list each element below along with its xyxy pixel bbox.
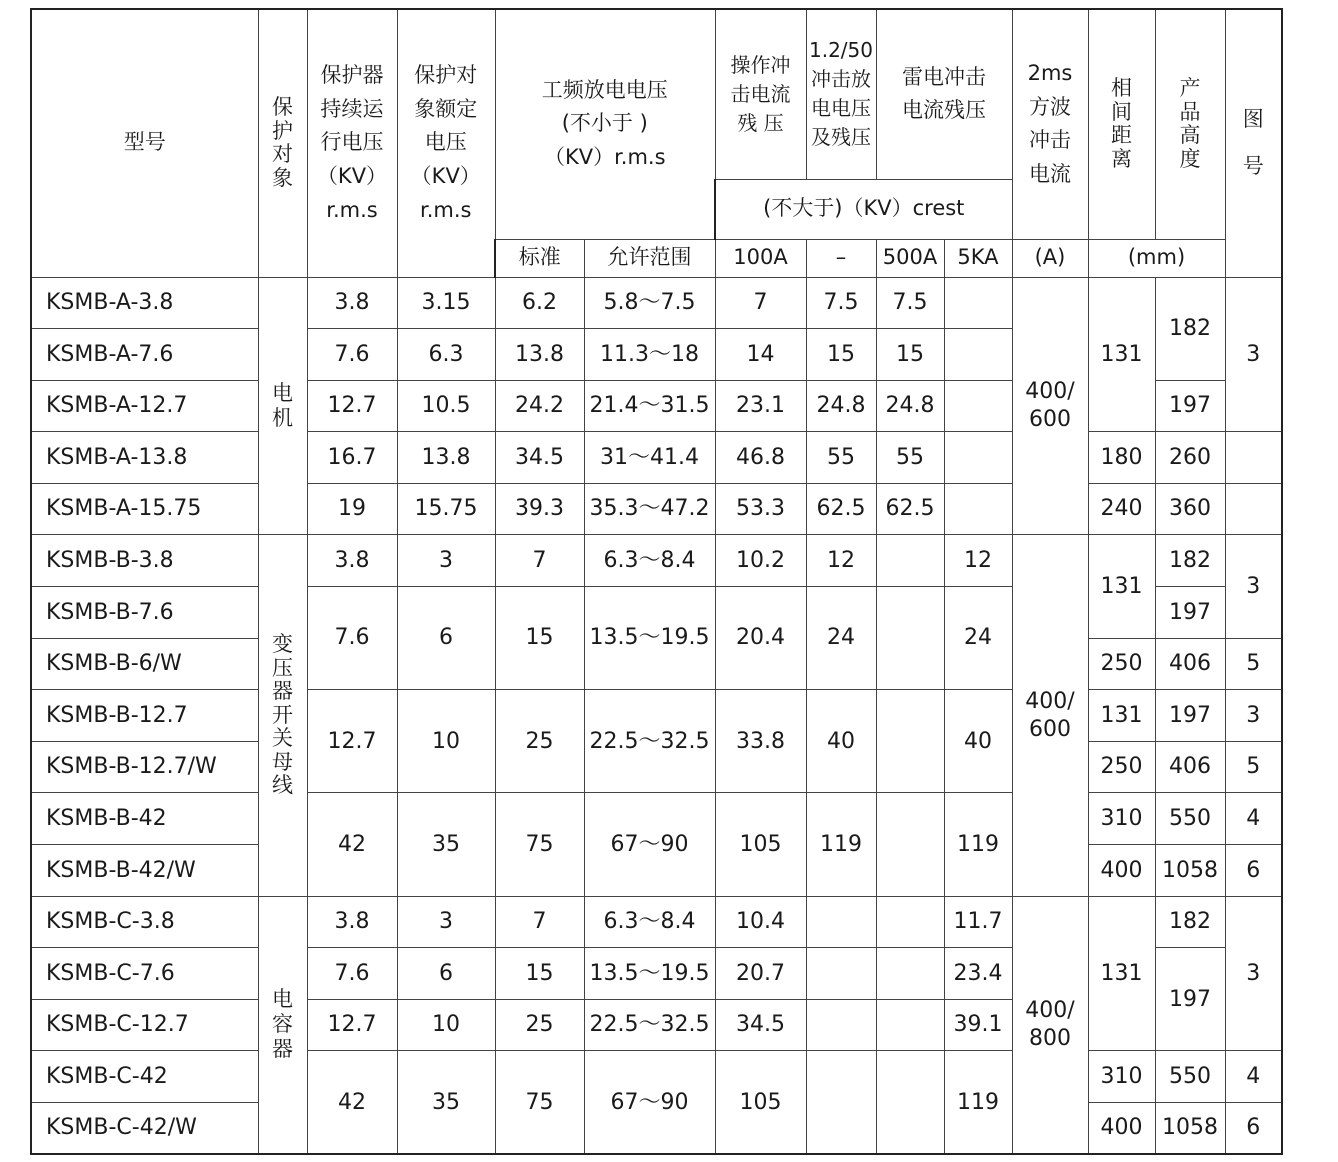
height-cell: 1058 [1155,845,1225,897]
model-cell: KSMB-B-7.6 [31,587,258,639]
residual-500a-cell: 15 [876,329,944,381]
figure-cell [1225,483,1282,535]
height-cell: 550 [1155,793,1225,845]
standard-cell: 25 [495,690,584,793]
continuous-voltage-cell: 7.6 [307,587,397,690]
header-protected-object: 保 护 对 象 [258,9,307,277]
residual-100a-cell: 53.3 [715,483,806,535]
standard-cell: 24.2 [495,380,584,432]
height-cell: 1058 [1155,1103,1225,1155]
range-cell: 6.3～8.4 [584,896,715,948]
rated-voltage-cell: 10 [397,999,495,1051]
figure-cell: 4 [1225,793,1282,845]
height-cell: 360 [1155,483,1225,535]
group-capacitor: 电 容 器 [258,896,307,1154]
impulse-cell: 7.5 [806,277,876,329]
residual-100a-cell: 7 [715,277,806,329]
residual-5ka-cell: 119 [944,793,1012,896]
table-row [31,1051,1282,1103]
continuous-voltage-cell: 3.8 [307,535,397,587]
header-sub-500a: 500A [876,239,944,277]
rated-voltage-cell: 35 [397,1051,495,1154]
standard-cell: 15 [495,587,584,690]
residual-500a-cell [876,535,944,587]
square-wave-cell: 400/ 600 [1012,535,1088,896]
residual-500a-cell [876,793,944,896]
model-cell: KSMB-B-42 [31,793,258,845]
rated-voltage-cell: 10.5 [397,380,495,432]
standard-cell: 7 [495,896,584,948]
residual-500a-cell [876,999,944,1051]
range-cell: 35.3～47.2 [584,483,715,535]
residual-100a-cell: 10.2 [715,535,806,587]
standard-cell: 15 [495,948,584,1000]
header-sub-standard: 标准 [495,239,584,277]
continuous-voltage-cell: 42 [307,1051,397,1154]
continuous-voltage-cell: 42 [307,793,397,896]
impulse-cell [806,948,876,1000]
residual-100a-cell: 14 [715,329,806,381]
residual-100a-cell: 10.4 [715,896,806,948]
residual-500a-cell [876,948,944,1000]
residual-100a-cell: 46.8 [715,432,806,484]
standard-cell: 6.2 [495,277,584,329]
rated-voltage-cell: 35 [397,793,495,896]
height-cell: 197 [1155,690,1225,742]
model-cell: KSMB-A-3.8 [31,277,258,329]
figure-cell: 3 [1225,690,1282,742]
header-impulse-1250: 1.2/50 冲击放 电电压 及残压 [806,9,876,179]
impulse-cell: 119 [806,793,876,896]
residual-5ka-cell: 11.7 [944,896,1012,948]
header-model: 型号 [31,9,258,277]
rated-voltage-cell: 3 [397,535,495,587]
model-cell: KSMB-B-42/W [31,845,258,897]
model-cell: KSMB-A-13.8 [31,432,258,484]
header-continuous-voltage: 保护器 持续运 行电压 （KV） r.m.s [307,9,397,277]
model-cell: KSMB-C-42 [31,1051,258,1103]
figure-cell: 5 [1225,741,1282,793]
phase-distance-cell: 131 [1088,690,1155,742]
range-cell: 22.5～32.5 [584,690,715,793]
continuous-voltage-cell: 7.6 [307,948,397,1000]
continuous-voltage-cell: 7.6 [307,329,397,381]
residual-5ka-cell [944,329,1012,381]
header-rated-voltage: 保护对 象额定 电压 （KV） r.m.s [397,9,495,277]
figure-cell: 3 [1225,896,1282,1051]
model-cell: KSMB-B-12.7 [31,690,258,742]
height-cell: 197 [1155,587,1225,639]
residual-500a-cell: 24.8 [876,380,944,432]
figure-cell: 6 [1225,1103,1282,1155]
square-wave-cell: 400/ 600 [1012,277,1088,535]
header-switching-impulse: 操作冲 击电流 残 压 [715,9,806,179]
residual-500a-cell [876,690,944,793]
phase-distance-cell: 400 [1088,845,1155,897]
figure-cell: 4 [1225,1051,1282,1103]
range-cell: 21.4～31.5 [584,380,715,432]
figure-cell: 3 [1225,277,1282,432]
residual-100a-cell: 105 [715,1051,806,1154]
height-cell: 182 [1155,277,1225,380]
height-cell: 182 [1155,535,1225,587]
phase-distance-cell: 180 [1088,432,1155,484]
rated-voltage-cell: 10 [397,690,495,793]
residual-100a-cell: 20.4 [715,587,806,690]
range-cell: 11.3～18 [584,329,715,381]
table-row [31,535,1282,587]
range-cell: 13.5～19.5 [584,948,715,1000]
residual-500a-cell [876,896,944,948]
residual-5ka-cell: 12 [944,535,1012,587]
model-cell: KSMB-C-42/W [31,1103,258,1155]
header-figure-number: 图 号 [1225,9,1282,277]
rated-voltage-cell: 6.3 [397,329,495,381]
impulse-cell [806,999,876,1051]
table-row [31,793,1282,845]
continuous-voltage-cell: 12.7 [307,690,397,793]
standard-cell: 7 [495,535,584,587]
model-cell: KSMB-A-15.75 [31,483,258,535]
impulse-cell: 62.5 [806,483,876,535]
phase-distance-cell: 400 [1088,1103,1155,1155]
standard-cell: 25 [495,999,584,1051]
header-unit-mm: (mm) [1088,239,1225,277]
range-cell: 6.3～8.4 [584,535,715,587]
model-cell: KSMB-B-6/W [31,638,258,690]
standard-cell: 13.8 [495,329,584,381]
model-cell: KSMB-C-3.8 [31,896,258,948]
residual-5ka-cell: 119 [944,1051,1012,1154]
residual-5ka-cell: 24 [944,587,1012,690]
header-square-wave: 2ms 方波 冲击 电流 [1012,9,1088,239]
spec-table [30,8,1283,1155]
header-unit-a: (A) [1012,239,1088,277]
height-cell: 197 [1155,380,1225,432]
residual-500a-cell: 7.5 [876,277,944,329]
residual-5ka-cell [944,277,1012,329]
phase-distance-cell: 240 [1088,483,1155,535]
model-cell: KSMB-A-7.6 [31,329,258,381]
residual-5ka-cell [944,380,1012,432]
rated-voltage-cell: 13.8 [397,432,495,484]
continuous-voltage-cell: 19 [307,483,397,535]
model-cell: KSMB-A-12.7 [31,380,258,432]
standard-cell: 75 [495,793,584,896]
rated-voltage-cell: 6 [397,948,495,1000]
impulse-cell: 15 [806,329,876,381]
impulse-cell: 24 [806,587,876,690]
range-cell: 22.5～32.5 [584,999,715,1051]
header-power-frequency: 工频放电电压 (不小于 ) （KV）r.m.s [495,9,715,239]
height-cell: 406 [1155,741,1225,793]
phase-distance-cell: 131 [1088,535,1155,638]
header-row-1 [31,9,1282,179]
header-crest-note: (不大于)（KV）crest [715,179,1012,239]
range-cell: 67～90 [584,793,715,896]
rated-voltage-cell: 3.15 [397,277,495,329]
phase-distance-cell: 310 [1088,793,1155,845]
header-sub-dash: – [806,239,876,277]
square-wave-cell: 400/ 800 [1012,896,1088,1154]
residual-5ka-cell: 23.4 [944,948,1012,1000]
residual-500a-cell: 62.5 [876,483,944,535]
height-cell: 197 [1155,948,1225,1051]
range-cell: 13.5～19.5 [584,587,715,690]
residual-100a-cell: 33.8 [715,690,806,793]
figure-cell [1225,432,1282,484]
range-cell: 31～41.4 [584,432,715,484]
model-cell: KSMB-C-7.6 [31,948,258,1000]
standard-cell: 75 [495,1051,584,1154]
standard-cell: 39.3 [495,483,584,535]
continuous-voltage-cell: 3.8 [307,896,397,948]
residual-100a-cell: 34.5 [715,999,806,1051]
rated-voltage-cell: 6 [397,587,495,690]
figure-cell: 5 [1225,638,1282,690]
header-sub-5ka: 5KA [944,239,1012,277]
header-lightning-residual: 雷电冲击 电流残压 [876,9,1012,179]
model-cell: KSMB-B-12.7/W [31,741,258,793]
header-sub-range: 允许范围 [584,239,715,277]
rated-voltage-cell: 3 [397,896,495,948]
phase-distance-cell: 250 [1088,741,1155,793]
model-cell: KSMB-C-12.7 [31,999,258,1051]
model-cell: KSMB-B-3.8 [31,535,258,587]
figure-cell: 6 [1225,845,1282,897]
table-row [31,432,1282,484]
rated-voltage-cell: 15.75 [397,483,495,535]
header-product-height: 产 品 高 度 [1155,9,1225,239]
height-cell: 182 [1155,896,1225,948]
residual-5ka-cell: 40 [944,690,1012,793]
residual-500a-cell [876,587,944,690]
impulse-cell: 24.8 [806,380,876,432]
table-row [31,896,1282,948]
residual-5ka-cell [944,483,1012,535]
residual-100a-cell: 105 [715,793,806,896]
table-row [31,483,1282,535]
phase-distance-cell: 310 [1088,1051,1155,1103]
continuous-voltage-cell: 16.7 [307,432,397,484]
header-phase-distance: 相 间 距 离 [1088,9,1155,239]
header-sub-100a: 100A [715,239,806,277]
table-row [31,277,1282,329]
phase-distance-cell: 250 [1088,638,1155,690]
impulse-cell: 40 [806,690,876,793]
continuous-voltage-cell: 12.7 [307,999,397,1051]
impulse-cell: 12 [806,535,876,587]
impulse-cell: 55 [806,432,876,484]
phase-distance-cell: 131 [1088,277,1155,432]
standard-cell: 34.5 [495,432,584,484]
phase-distance-cell: 131 [1088,896,1155,1051]
residual-5ka-cell: 39.1 [944,999,1012,1051]
height-cell: 550 [1155,1051,1225,1103]
residual-5ka-cell [944,432,1012,484]
residual-100a-cell: 20.7 [715,948,806,1000]
impulse-cell [806,1051,876,1154]
continuous-voltage-cell: 3.8 [307,277,397,329]
height-cell: 260 [1155,432,1225,484]
continuous-voltage-cell: 12.7 [307,380,397,432]
group-motor: 电 机 [258,277,307,535]
group-transformer: 变 压 器 开 关 母 线 [258,535,307,896]
range-cell: 67～90 [584,1051,715,1154]
table-row [31,690,1282,742]
residual-500a-cell [876,1051,944,1154]
impulse-cell [806,896,876,948]
residual-100a-cell: 23.1 [715,380,806,432]
figure-cell: 3 [1225,535,1282,638]
height-cell: 406 [1155,638,1225,690]
residual-500a-cell: 55 [876,432,944,484]
range-cell: 5.8～7.5 [584,277,715,329]
